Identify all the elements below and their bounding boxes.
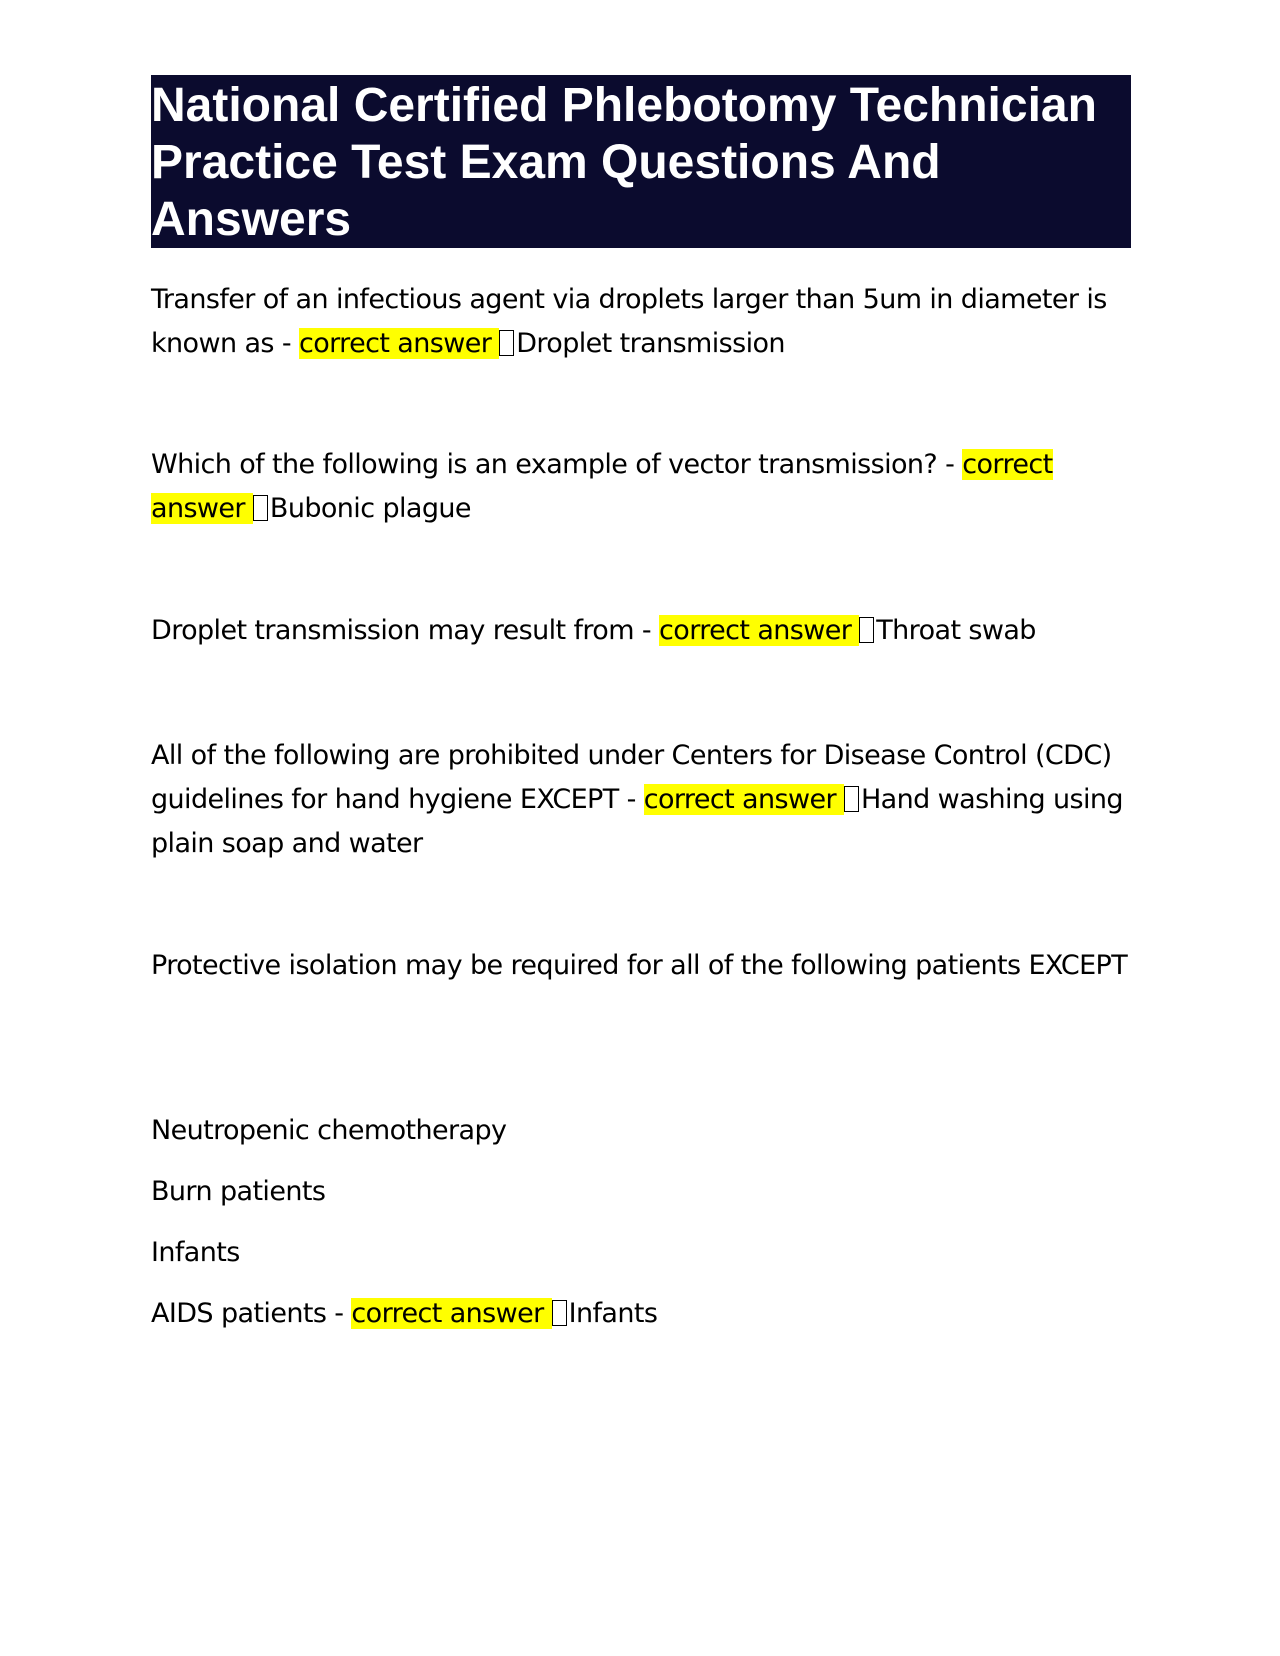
correct-answer-marker: correct answer (643, 784, 844, 815)
question-3-prompt: Droplet transmission may result from - (151, 615, 660, 646)
missing-glyph-icon (499, 330, 514, 356)
missing-glyph-icon (844, 786, 859, 812)
correct-answer-marker: correct answer (151, 449, 1053, 524)
question-5-option (151, 1231, 1131, 1275)
correct-answer-marker: correct answer (351, 1298, 552, 1329)
question-5-option (151, 1170, 1131, 1214)
question-5-answer: Infants (568, 1298, 658, 1329)
missing-glyph-icon (253, 495, 268, 521)
option-text: AIDS patients - (151, 1298, 352, 1329)
question-5-option (151, 1292, 1131, 1336)
missing-glyph-icon (552, 1300, 567, 1326)
option-text: Neutropenic chemotherapy (151, 1115, 507, 1146)
option-text: Burn patients (151, 1176, 326, 1207)
document-title: National Certified Phlebotomy Technician Practice Test Exam Questions And Answers (151, 79, 1097, 246)
question-2-answer: Bubonic plague (269, 493, 471, 524)
correct-answer-marker: correct answer (659, 615, 860, 646)
question-5-option (151, 1109, 1131, 1153)
title-banner (151, 75, 1131, 248)
question-3 (151, 609, 1131, 653)
question-1-prompt: Transfer of an infectious agent via droplets larger than 5um in diameter is known as - (151, 284, 1107, 359)
question-1-answer: Droplet transmission (516, 328, 785, 359)
question-4-answer: Hand washing using plain soap and water (151, 784, 1123, 859)
question-2 (151, 443, 1131, 531)
question-5 (151, 944, 1131, 988)
question-5-prompt: Protective isolation may be required for all of the following patients EXCEPT (151, 950, 1128, 981)
option-text: Infants (151, 1237, 240, 1268)
question-4-prompt: All of the following are prohibited under Centers for Disease Control (CDC) guidelines for hand hygiene EXCEPT - (151, 740, 1112, 815)
missing-glyph-icon (859, 617, 874, 643)
correct-answer-marker: correct answer (298, 328, 500, 359)
question-2-prompt: Which of the following is an example of vector transmission? - (151, 449, 963, 480)
question-4 (151, 734, 1131, 866)
question-3-answer: Throat swab (876, 615, 1036, 646)
question-1 (151, 278, 1131, 366)
